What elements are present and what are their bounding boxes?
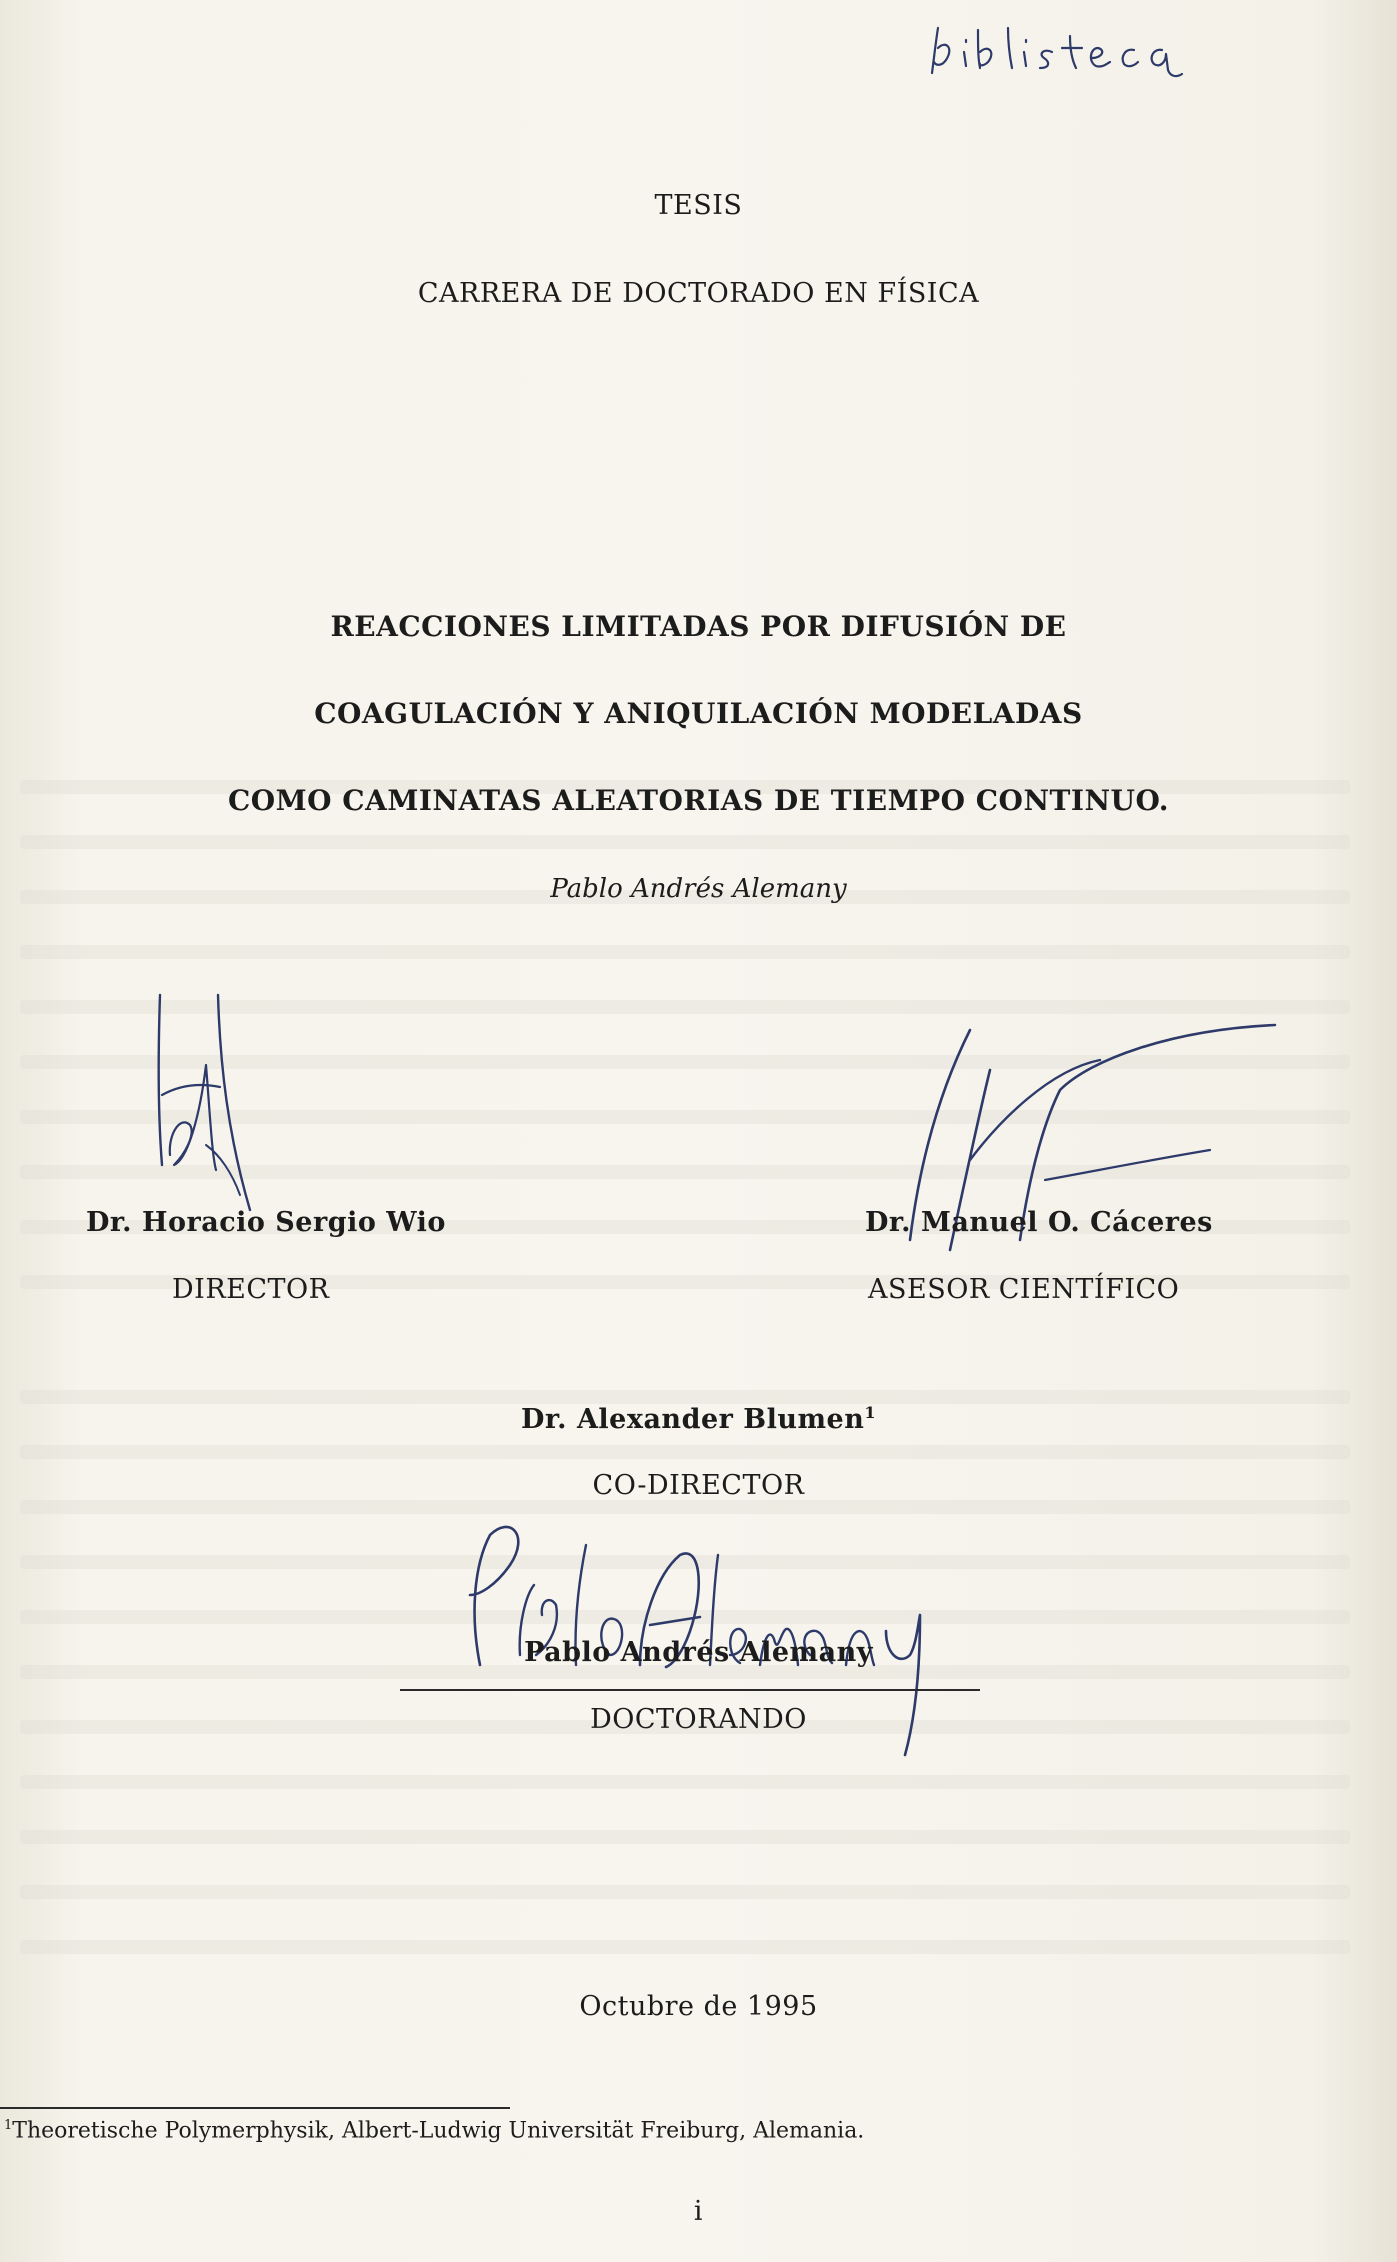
asesor-role: ASESOR CIENTÍFICO <box>868 1274 1180 1305</box>
page-number: i <box>693 2196 704 2227</box>
doctorando-name: Pablo Andrés Alemany <box>524 1637 873 1668</box>
footnote-rule <box>0 2107 510 2109</box>
title-line-1: REACCIONES LIMITADAS POR DIFUSIÓN DE <box>330 610 1067 643</box>
tesis-label: TESIS <box>654 190 743 221</box>
date: Octubre de 1995 <box>579 1991 818 2022</box>
title-line-2: COAGULACIÓN Y ANIQUILACIÓN MODELADAS <box>314 697 1083 730</box>
codirector-role: CO-DIRECTOR <box>592 1470 805 1501</box>
codirector-name: Dr. Alexander Blumen <box>521 1404 865 1435</box>
author-name: Pablo Andrés Alemany <box>550 874 847 904</box>
carrera-label: CARRERA DE DOCTORADO EN FÍSICA <box>417 278 980 309</box>
doctorando-role: DOCTORANDO <box>590 1704 807 1735</box>
codirector-footnote-marker: 1 <box>864 1403 876 1422</box>
footnote <box>4 2118 864 2143</box>
asesor-name: Dr. Manuel O. Cáceres <box>865 1207 1213 1238</box>
director-role: DIRECTOR <box>172 1274 330 1305</box>
doctorando-signature-line <box>400 1689 980 1691</box>
footnote-marker: 1 <box>4 2118 13 2133</box>
director-name: Dr. Horacio Sergio Wio <box>86 1207 446 1238</box>
codirector-name-line <box>0 1403 1397 1435</box>
footnote-text: Theoretische Polymerphysik, Albert-Ludwig Universität Freiburg, Alemania. <box>12 2118 865 2144</box>
title-line-3: COMO CAMINATAS ALEATORIAS DE TIEMPO CONTINUO. <box>228 784 1169 817</box>
